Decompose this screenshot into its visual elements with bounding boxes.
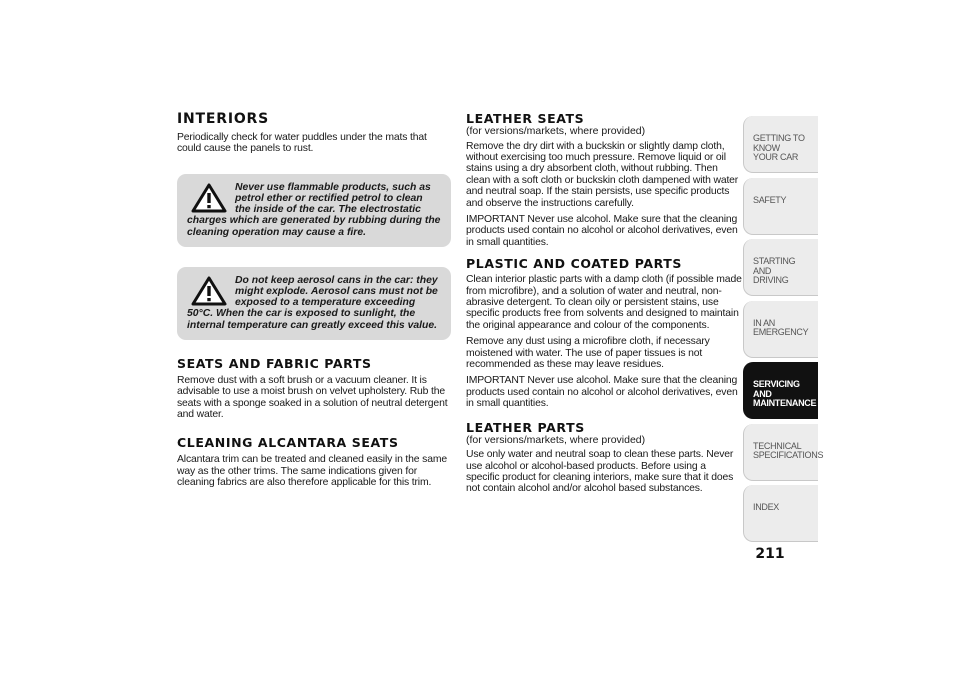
plastic-heading: PLASTIC AND COATED PARTS [466, 256, 683, 272]
interiors-text: Periodically check for water puddles under the mats that could cause the panels to rust. [177, 132, 427, 155]
warning-text: Do not keep aerosol cans in the car: they might explode. Aerosol cans must not be exposed to a temperature exceeding 50°C. When the car is exposed to sunlight, the internal temperature can greatly exceed this value. [187, 274, 438, 331]
tab-servicing-maintenance[interactable] [743, 362, 818, 419]
leather-seats-text: Remove the dry dirt with a buckskin or slightly damp cloth, without exercising too much pressure. Remove liquid or oil stains using a dry absorbent cloth, without rubbing. Then clean with a soft cloth or buckskin cloth dampened with water and neutral soap. If the stain persists, use specific products and observe the instructions carefully. [466, 140, 739, 209]
tab-label: INDEX [753, 502, 780, 512]
tab-emergency[interactable] [743, 301, 818, 358]
tab-getting-to-know[interactable] [743, 116, 818, 173]
page-number: 211 [755, 546, 785, 562]
plastic-text-2: Remove any dust using a microfibre cloth, if necessary moistened with water. The use of paper tissues is not recommended as these may leave residues. [466, 336, 710, 370]
warning-text: Never use flammable products, such as petrol ether or rectified petrol to clean the inside of the car. The electrostatic charges which are generated by rubbing during the cleaning operation may cause a fire. [187, 181, 441, 238]
tab-label: IN AN EMERGENCY [753, 317, 809, 337]
tab-label: SPECIFICATIONS [753, 450, 824, 460]
plastic-text-1: Clean interior plastic parts with a damp cloth (if possible made from microfibre), and a solution of water and neutral, non-abrasive detergent. To clean oily or persistent stains, use specific products free from solvents and designed to maintain the original appearance and colour of the components. [466, 274, 742, 331]
tab-label: YOUR CAR [753, 152, 799, 162]
interiors-heading: INTERIORS [177, 111, 269, 127]
left-column [177, 112, 451, 494]
tab-label: DRIVING [753, 275, 789, 285]
plastic-important: IMPORTANT Never use alcohol. Make sure that the cleaning products used contain no alcohol or alcohol derivatives, even in small quantities. [466, 375, 738, 410]
leather-seats-heading: LEATHER SEATS [466, 111, 585, 126]
tab-index[interactable] [743, 485, 818, 542]
leather-parts-text: Use only water and neutral soap to clean these parts. Never use alcohol or alcohol-based products. Before using a specific product for cleaning interiors, make sure that it does not contain alcohol and/or alcohol based substances. [466, 449, 734, 495]
tab-label: GETTING TO KNOW [753, 133, 805, 153]
tab-label: SERVICING AND [753, 379, 800, 399]
tab-starting-driving[interactable] [743, 239, 818, 296]
alcantara-heading: CLEANING ALCANTARA SEATS [177, 435, 399, 451]
leather-seats-important: IMPORTANT Never use alcohol. Make sure that the cleaning products used contain no alcohol or alcohol derivatives, even in small quantities. [466, 213, 738, 248]
tab-technical-specifications[interactable] [743, 424, 824, 481]
tab-label: SAFETY [753, 194, 787, 205]
leather-seats-subtitle: (for versions/markets, where provided) [466, 125, 646, 137]
flammable-warning [177, 174, 451, 247]
seats-heading: SEATS AND FABRIC PARTS [177, 355, 372, 371]
tab-label: TECHNICAL [753, 440, 802, 451]
tab-label: STARTING AND [753, 256, 796, 276]
leather-parts-heading: LEATHER PARTS [466, 419, 585, 435]
tab-safety[interactable] [743, 178, 818, 235]
tab-label: MAINTENANCE [753, 398, 817, 408]
leather-parts-subtitle: (for versions/markets, where provided) [466, 433, 646, 446]
alcantara-text: Alcantara trim can be treated and cleaned easily in the same way as the other trims. The same indications given for cleaning fabrics are also therefore applicable for this trim. [177, 454, 447, 489]
aerosol-warning [177, 267, 451, 340]
right-column [466, 112, 742, 500]
chapter-tabs [743, 116, 824, 547]
warning-icon [191, 183, 227, 213]
seats-text: Remove dust with a soft brush or a vacuum cleaner. It is advisable to use a moist brush on velvet upholstery. Rub the seats with a sponge soaked in a solution of neutral detergent and water. [177, 374, 448, 421]
warning-icon [191, 276, 227, 306]
